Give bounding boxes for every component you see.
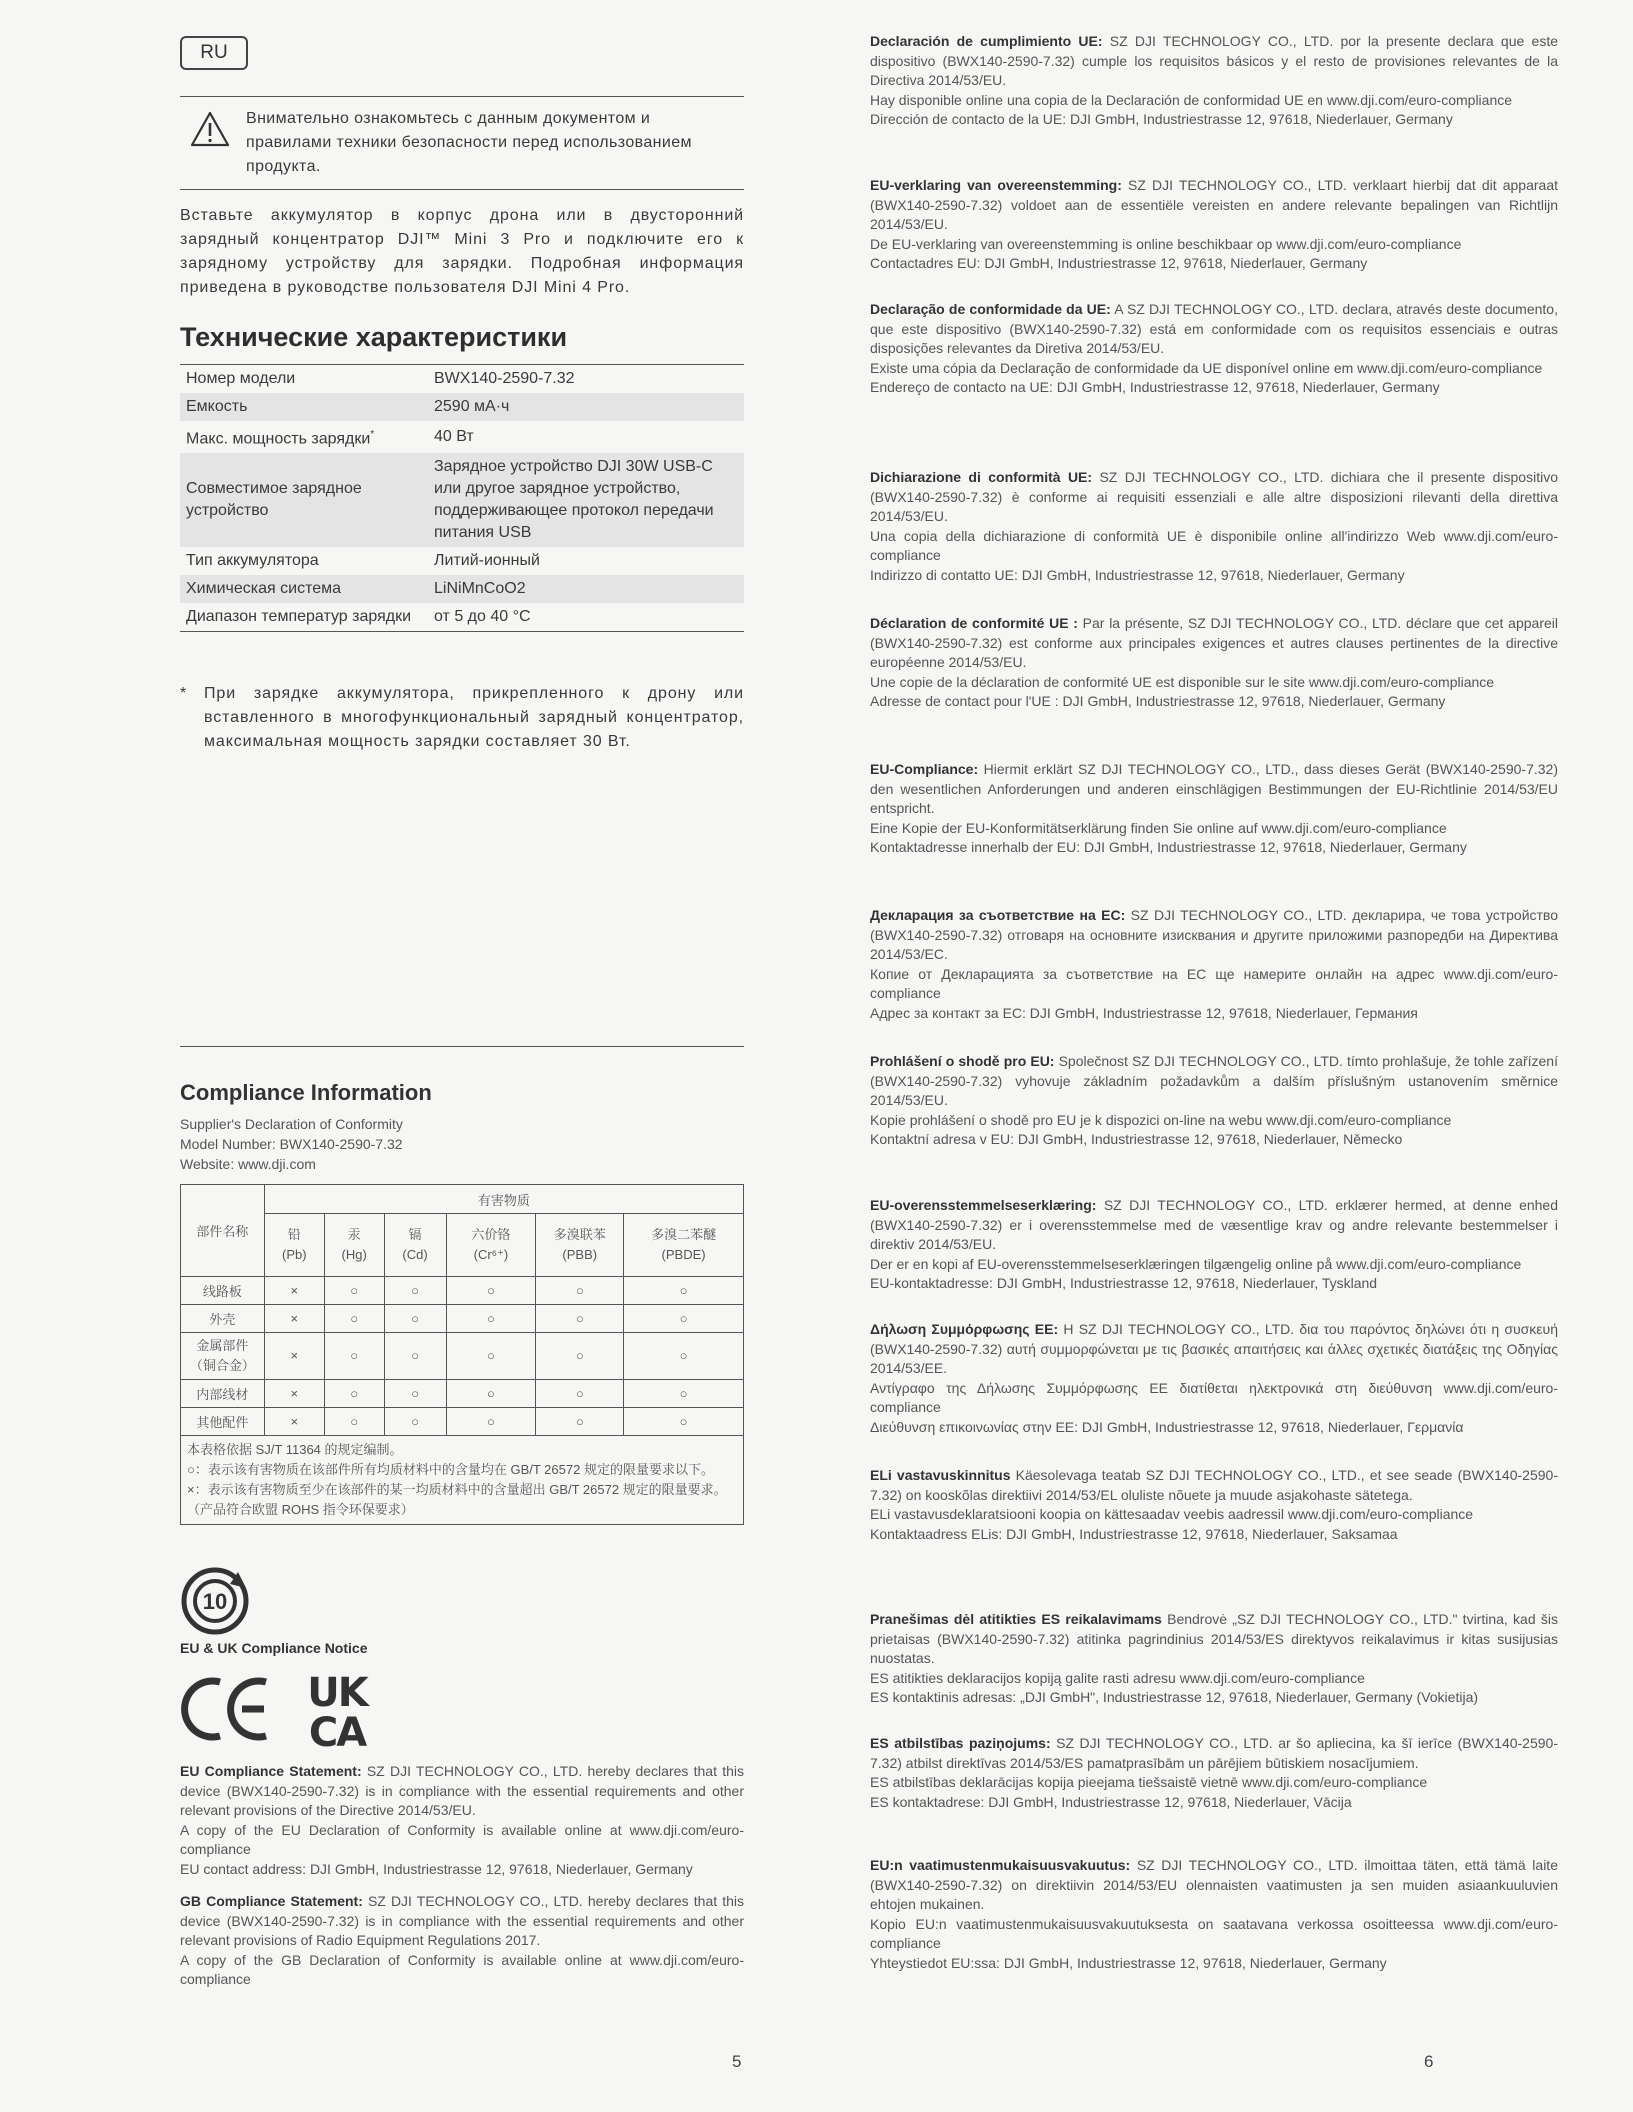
declaration-text: SZ DJI TECHNOLOGY CO., LTD. ar šo apliecina, ka šī ierīce (BWX140-2590-7.32) atbilst direktīvas 2014/53/ES pamatprasībām un pārējiem būtiskiem nosacījumiem. <box>870 1735 1558 1771</box>
spec-key <box>180 547 428 575</box>
intro-text: Вставьте аккумулятор в корпус дрона или в двусторонний зарядный концентратор DJI™ Mini 3 Pro и подключите его к зарядному устройству для зарядки. Подробная информация приведена в руководстве пользователя DJI Mini 4 Pro. <box>180 207 744 296</box>
declaration-line: Αντίγραφο της Δήλωσης Συμμόρφωσης ΕΕ διατίθεται ηλεκτρονικά στη διεύθυνση www.dji.com/euro-compliance <box>870 1379 1558 1415</box>
ukca-mark-icon <box>296 1672 378 1748</box>
rohs-mark: ○ <box>624 1408 744 1436</box>
rohs-mark: ○ <box>384 1305 446 1333</box>
left-page <box>0 0 816 2112</box>
spec-key <box>180 421 428 453</box>
declaration-block <box>870 32 1558 130</box>
gb-statement-label: GB Compliance Statement: <box>180 1893 363 1909</box>
eu-statement-text: SZ DJI TECHNOLOGY CO., LTD. hereby declares that this device (BWX140-2590-7.32) is in compliance with the essential requirements and other relevant provisions of the Directive 2014/53/EU. <box>180 1763 744 1818</box>
declaration-statement <box>870 300 1558 359</box>
rohs-row <box>181 1333 744 1380</box>
declaration-text: Společnost SZ DJI TECHNOLOGY CO., LTD. tímto prohlašuje, že tohle zařízení (BWX140-2590-7.32) vyhovuje základním požadavkům a dalším příslušným ustanovením směrnice 2014/53/EU. <box>870 1053 1558 1108</box>
declaration-statement <box>870 760 1558 819</box>
rohs-part: 金属部件 （铜合金） <box>181 1333 265 1380</box>
declaration-text: Käesolevaga teatab SZ DJI TECHNOLOGY CO., LTD., et see seade (BWX140-2590-7.32) on kooskõlas direktiivi 2014/53/EL oluliste nõuete ja muude asjakohaste sätetega. <box>870 1467 1558 1503</box>
rohs-substance-header: 六价铬 (Cr⁶⁺) <box>446 1214 536 1277</box>
declaration-statement <box>870 468 1558 527</box>
rohs-mark: ○ <box>324 1380 384 1408</box>
spec-key-text: Диапазон температур зарядки <box>186 608 412 626</box>
rohs-part-header: 部件名称 <box>181 1185 265 1277</box>
declaration-label: EU-Compliance: <box>870 761 979 777</box>
page-number: 5 <box>732 2052 742 2071</box>
declaration-statement <box>870 614 1558 673</box>
gb-statement-text: SZ DJI TECHNOLOGY CO., LTD. hereby declares that this device (BWX140-2590-7.32) is in compliance with the essential requirements and other relevant provisions of Radio Equipment Regulations 2017. <box>180 1893 744 1948</box>
rohs-row <box>181 1305 744 1333</box>
spec-title: Технические характеристики <box>180 322 568 352</box>
declaration-line: Una copia della dichiarazione di conformità UE è disponibile online all'indirizzo Web www.dji.com/euro-compliance <box>870 527 1558 563</box>
declaration-line: ES kontaktinis adresas: „DJI GmbH", Industriestrasse 12, 97618, Niederlauer, Germany (Vokietija) <box>870 1689 1479 1705</box>
declaration-text: SZ DJI TECHNOLOGY CO., LTD. декларира, че това устройство (BWX140-2590-7.32) отговаря на основните изисквания и другите приложими разпоредби на Директива 2014/53/ЕС. <box>870 907 1558 962</box>
declaration-line: Kontaktní adresa v EU: DJI GmbH, Industriestrasse 12, 97618, Niederlauer, Německo <box>870 1131 1403 1147</box>
declaration-line: Hay disponible online una copia de la Declaración de conformidad UE en www.dji.com/euro-compliance <box>870 91 1513 108</box>
spec-key <box>180 453 428 547</box>
eu-statement-label: EU Compliance Statement: <box>180 1763 362 1779</box>
rohs-mark: ○ <box>624 1380 744 1408</box>
gb-copy: A copy of the GB Declaration of Conformity is available online at www.dji.com/euro-compliance <box>180 1951 744 1987</box>
rohs-row <box>181 1380 744 1408</box>
compliance-line: Model Number: BWX140-2590-7.32 <box>180 1136 403 1152</box>
declaration-label: Prohlášení o shodě pro EU: <box>870 1053 1055 1069</box>
spec-footnote <box>180 682 744 754</box>
spec-value: Литий-ионный <box>434 552 540 570</box>
spec-key-text: Номер модели <box>186 370 296 387</box>
declaration-label: Pranešimas dėl atitikties ES reikalavimams <box>870 1611 1162 1627</box>
declaration-label: Δήλωση Συμμόρφωσης ΕΕ: <box>870 1321 1059 1337</box>
rohs-mark: ○ <box>536 1380 624 1408</box>
declaration-statement <box>870 1196 1558 1255</box>
declaration-block <box>870 1052 1558 1150</box>
warning-icon <box>190 111 230 147</box>
rohs-mark: × <box>264 1380 324 1408</box>
declaration-line: Der er en kopi af EU-overensstemmelseserklæringen tilgængelig online på www.dji.com/euro-compliance <box>870 1255 1522 1272</box>
rohs-mark: × <box>264 1305 324 1333</box>
rohs-mark: ○ <box>624 1277 744 1305</box>
spec-key-text: Емкость <box>186 398 248 415</box>
declaration-line: Indirizzo di contatto UE: DJI GmbH, Industriestrasse 12, 97618, Niederlauer, Germany <box>870 566 1405 583</box>
compliance-line: Website: www.dji.com <box>180 1156 316 1172</box>
rohs-mark: ○ <box>536 1305 624 1333</box>
rohs-notes <box>181 1436 744 1525</box>
rohs-table <box>180 1184 744 1525</box>
declaration-block <box>870 468 1558 585</box>
spec-value: BWX140-2590-7.32 <box>434 370 575 387</box>
compliance-line: Supplier's Declaration of Conformity <box>180 1116 403 1132</box>
spec-value: 2590 мА·ч <box>428 393 744 421</box>
declaration-block <box>870 614 1558 712</box>
spec-value: 40 Вт <box>434 428 474 446</box>
rohs-mark: ○ <box>536 1408 624 1436</box>
rohs-substance-header: 汞 (Hg) <box>324 1214 384 1277</box>
rohs-mark: ○ <box>446 1408 536 1436</box>
rohs-mark: × <box>264 1408 324 1436</box>
right-page <box>816 0 1633 2112</box>
declaration-line: ES atbilstības deklarācijas kopija pieejama tiešsaistē vietnē www.dji.com/euro-compliance <box>870 1774 1428 1790</box>
declaration-label: ES atbilstības paziņojums: <box>870 1735 1051 1751</box>
ce-mark-icon <box>180 1674 272 1744</box>
declaration-block <box>870 176 1558 274</box>
declaration-statement <box>870 32 1558 91</box>
declaration-block <box>870 1734 1558 1812</box>
declaration-line: Adresse de contact pour l'UE : DJI GmbH, Industriestrasse 12, 97618, Niederlauer, Germany <box>870 693 1446 709</box>
declaration-statement <box>870 1466 1558 1505</box>
rohs-mark: ○ <box>324 1333 384 1380</box>
declaration-block <box>870 1320 1558 1437</box>
rohs-substance-header: 多溴联苯 (PBB) <box>536 1214 624 1277</box>
declaration-line: Копие от Декларацията за съответствие на ЕС ще намерите онлайн на адрес www.dji.com/euro-compliance <box>870 965 1558 1001</box>
declaration-line: De EU-verklaring van overeenstemming is online beschikbaar op www.dji.com/euro-compliance <box>870 235 1462 252</box>
rohs-mark: ○ <box>324 1305 384 1333</box>
spec-row <box>180 603 744 632</box>
rohs-notes-row <box>181 1436 744 1525</box>
rohs-note: ○：表示该有害物质在该部件所有均质材料中的含量均在 GB/T 26572 规定的限量要求以下。 <box>187 1462 714 1477</box>
compliance-lines <box>180 1114 403 1174</box>
declaration-statement <box>870 1856 1558 1915</box>
declaration-line: Kopie prohlášení o shodě pro EU je k dispozici on-line na webu www.dji.com/euro-compliance <box>870 1111 1452 1128</box>
declaration-label: Declaración de cumplimiento UE: <box>870 33 1103 49</box>
spec-table <box>180 364 744 632</box>
gb-statement <box>180 1892 744 1990</box>
rohs-part: 其他配件 <box>181 1408 265 1436</box>
declaration-block <box>870 1856 1558 1973</box>
declaration-block <box>870 1196 1558 1294</box>
rohs-substance-header: 多溴二苯醚 (PBDE) <box>624 1214 744 1277</box>
rohs-mark: ○ <box>446 1380 536 1408</box>
declaration-label: Déclaration de conformité UE : <box>870 615 1078 631</box>
rohs-mark: ○ <box>324 1277 384 1305</box>
warning-box <box>180 96 744 190</box>
page-number: 6 <box>1424 2052 1434 2071</box>
ukca-top: UK <box>307 1672 367 1716</box>
declaration-statement <box>870 1052 1558 1111</box>
declaration-line: Endereço de contacto na UE: DJI GmbH, Industriestrasse 12, 97618, Niederlauer, Germany <box>870 379 1440 395</box>
rohs-mark: ○ <box>446 1333 536 1380</box>
rohs-mark: ○ <box>624 1333 744 1380</box>
declaration-line: Yhteystiedot EU:ssa: DJI GmbH, Industriestrasse 12, 97618, Niederlauer, Germany <box>870 1954 1387 1971</box>
declaration-text: SZ DJI TECHNOLOGY CO., LTD. verklaart hierbij dat dit apparaat (BWX140-2590-7.32) voldoet aan de essentiële vereisten en andere relevante bepalingen van Richtlijn 2014/53/EU. <box>870 177 1558 232</box>
rohs-row <box>181 1408 744 1436</box>
spec-row <box>180 393 744 421</box>
notice-title: EU & UK Compliance Notice <box>180 1640 368 1656</box>
declaration-text: Η SZ DJI TECHNOLOGY CO., LTD. δια του παρόντος δηλώνει ότι η συσκευή (BWX140-2590-7.32) αυτή συμμορφώνεται με τις βασικές απαιτήσεις και άλλες σχετικές διατάξεις της Οδηγίας 2014/53/ΕΕ. <box>870 1321 1558 1376</box>
declaration-line: Адрес за контакт за ЕС: DJI GmbH, Industriestrasse 12, 97618, Niederlauer, Германия <box>870 1004 1418 1021</box>
compliance-title: Compliance Information <box>180 1080 432 1105</box>
declaration-text: Hiermit erklärt SZ DJI TECHNOLOGY CO., LTD., dass dieses Gerät (BWX140-2590-7.32) den wesentlichen Anforderungen und anderen einschlägigen Bestimmungen der EU-Richtlinie 2014/53/EU entspricht. <box>870 761 1558 816</box>
declaration-label: Декларация за съответствие на ЕС: <box>870 907 1126 923</box>
declaration-text: SZ DJI TECHNOLOGY CO., LTD. por la presente declara que este dispositivo (BWX140-2590-7.32) cumple los requisitos básicos y el resto de provisiones relevantes de la Directiva 2014/53/EU. <box>870 33 1558 88</box>
declaration-text: SZ DJI TECHNOLOGY CO., LTD. ilmoittaa täten, että tämä laite (BWX140-2590-7.32) on direktiivin 2014/53/EU olennaisten vaatimusten ja sen muiden asiaankuuluvien ehtojen mukainen. <box>870 1857 1558 1912</box>
declaration-line: Kontaktadresse innerhalb der EU: DJI GmbH, Industriestrasse 12, 97618, Niederlauer, Germany <box>870 839 1467 855</box>
declaration-line: ELi vastavusdeklaratsiooni koopia on kättesaadav veebis aadressil www.dji.com/euro-compliance <box>870 1506 1474 1522</box>
spec-key <box>180 603 428 632</box>
rohs-note: 本表格依据 SJ/T 11364 的规定编制。 <box>187 1442 403 1457</box>
declaration-label: EU:n vaatimustenmukaisuusvakuutus: <box>870 1857 1131 1873</box>
spec-key-text: Химическая система <box>186 580 342 598</box>
rohs-mark: ○ <box>624 1305 744 1333</box>
rohs-mark: ○ <box>324 1408 384 1436</box>
rohs-part: 内部线材 <box>181 1380 265 1408</box>
declaration-statement <box>870 1610 1558 1669</box>
declaration-label: EU-overensstemmelseserklæring: <box>870 1197 1097 1213</box>
spec-key <box>180 575 428 603</box>
spec-footnote-mark: * <box>370 429 375 440</box>
spec-key <box>180 393 428 421</box>
declaration-label: Dichiarazione di conformità UE: <box>870 469 1093 485</box>
eu-contact: EU contact address: DJI GmbH, Industriestrasse 12, 97618, Niederlauer, Germany <box>180 1860 693 1877</box>
rohs-mark: × <box>264 1333 324 1380</box>
spec-row <box>180 421 744 453</box>
declaration-line: Dirección de contacto de la UE: DJI GmbH, Industriestrasse 12, 97618, Niederlauer, Germany <box>870 111 1453 127</box>
eu-statement <box>180 1762 744 1879</box>
declaration-block <box>870 1610 1558 1708</box>
declaration-line: Διεύθυνση επικοινωνίας στην ΕΕ: DJI GmbH, Industriestrasse 12, 97618, Niederlauer, Γερμανία <box>870 1418 1464 1435</box>
declaration-line: Kopio EU:n vaatimustenmukaisuusvakuutuksesta on saatavana verkossa osoitteessa www.dji.com/euro-compliance <box>870 1915 1558 1951</box>
spec-value: Зарядное устройство DJI 30W USB-C или другое зарядное устройство, поддерживающее протокол передачи питания USB <box>428 453 744 547</box>
declaration-statement <box>870 176 1558 235</box>
rohs-part: 外壳 <box>181 1305 265 1333</box>
declaration-line: ES kontaktadrese: DJI GmbH, Industriestrasse 12, 97618, Niederlauer, Vācija <box>870 1793 1352 1810</box>
rohs-substance-header: 镉 (Cd) <box>384 1214 446 1277</box>
footnote-text: При зарядке аккумулятора, прикрепленного к дрону или вставленного в многофункциональный зарядный концентратор, максимальная мощность зарядки составляет 30 Вт. <box>204 685 744 750</box>
spec-key-text: Тип аккумулятора <box>186 552 319 570</box>
rohs-group-header: 有害物质 <box>264 1185 743 1214</box>
ce-label: CE <box>180 1674 182 1675</box>
declaration-line: ES atitikties deklaracijos kopiją galite rasti adresu www.dji.com/euro-compliance <box>870 1669 1365 1686</box>
declaration-text: Bendrovė „SZ DJI TECHNOLOGY CO., LTD." tvirtina, kad šis prietaisas (BWX140-2590-7.32) atitinka pagrindinius 2014/53/ES direktyvos reikalavimus ir kitas susijusias nuostatas. <box>870 1611 1558 1666</box>
epup-10-icon <box>180 1566 250 1636</box>
rohs-mark: ○ <box>384 1333 446 1380</box>
declaration-text: SZ DJI TECHNOLOGY CO., LTD. erklærer hermed, at denne enhed (BWX140-2590-7.32) er i overensstemmelse med de væsentlige krav og andre relevante bestemmelser i direktiv 2014/53/EU. <box>870 1197 1558 1252</box>
rohs-mark: ○ <box>536 1277 624 1305</box>
declaration-block <box>870 1466 1558 1544</box>
rohs-mark: ○ <box>384 1408 446 1436</box>
declaration-line: EU-kontaktadresse: DJI GmbH, Industriestrasse 12, 97618, Niederlauer, Tyskland <box>870 1275 1378 1291</box>
section-divider <box>180 1046 744 1047</box>
epup-number: 10 <box>202 1589 228 1614</box>
rohs-mark: ○ <box>384 1380 446 1408</box>
spec-value: от 5 до 40 °C <box>434 608 531 626</box>
rohs-mark: ○ <box>384 1277 446 1305</box>
spec-row <box>180 547 744 575</box>
spec-key-text: Совместимое зарядное устройство <box>186 480 362 520</box>
ukca-bottom: CA <box>308 1710 366 1748</box>
declaration-text: Par la présente, SZ DJI TECHNOLOGY CO., LTD. déclare que cet appareil (BWX140-2590-7.32) est conforme aux principales exigences et autres clauses pertinentes de la directive européenne 2014/53/EU. <box>870 615 1558 670</box>
declaration-label: EU-verklaring van overeenstemming: <box>870 177 1122 193</box>
spec-key <box>180 365 428 394</box>
declaration-label: Declaração de conformidade da UE: <box>870 301 1111 317</box>
rohs-mark: ○ <box>536 1333 624 1380</box>
rohs-mark: × <box>264 1277 324 1305</box>
declaration-label: ELi vastavuskinnitus <box>870 1467 1011 1483</box>
language-badge: RU <box>180 36 248 70</box>
spec-row <box>180 453 744 547</box>
rohs-substance-header: 铅 (Pb) <box>264 1214 324 1277</box>
rohs-row <box>181 1277 744 1305</box>
rohs-part: 线路板 <box>181 1277 265 1305</box>
declaration-block <box>870 906 1558 1023</box>
declaration-line: Contactadres EU: DJI GmbH, Industriestrasse 12, 97618, Niederlauer, Germany <box>870 255 1368 271</box>
declaration-line: Une copie de la déclaration de conformité UE est disponible sur le site www.dji.com/euro-compliance <box>870 673 1495 690</box>
declaration-statement <box>870 1734 1558 1773</box>
spec-value: LiNiMnCoO2 <box>428 575 744 603</box>
spec-row <box>180 365 744 394</box>
spec-row <box>180 575 744 603</box>
rohs-mark: ○ <box>446 1305 536 1333</box>
declaration-statement <box>870 1320 1558 1379</box>
declaration-line: Kontaktaadress ELis: DJI GmbH, Industriestrasse 12, 97618, Niederlauer, Saksamaa <box>870 1525 1398 1542</box>
declaration-text: A SZ DJI TECHNOLOGY CO., LTD. declara, através deste documento, que este dispositivo (BWX140-2590-7.32) está em conformidade com os requisitos essenciais e outras disposições relevantes da Diretiva 2014/53/EU. <box>870 301 1558 356</box>
footnote-mark: * <box>180 685 188 702</box>
rohs-note: ×：表示该有害物质至少在该部件的某一均质材料中的含量超出 GB/T 26572 规定的限量要求。（产品符合欧盟 ROHS 指令环保要求） <box>187 1482 727 1517</box>
declaration-block <box>870 300 1558 398</box>
warning-text: Внимательно ознакомьтесь с данным документом и правилами техники безопасности перед использованием продукта. <box>246 110 692 175</box>
declaration-statement <box>870 906 1558 965</box>
declaration-line: Eine Kopie der EU-Konformitätserklärung finden Sie online auf www.dji.com/euro-compliance <box>870 819 1447 836</box>
declaration-block <box>870 760 1558 858</box>
spec-key-text: Макс. мощность зарядки <box>186 430 371 448</box>
declaration-text: SZ DJI TECHNOLOGY CO., LTD. dichiara che il presente dispositivo (BWX140-2590-7.32) è conforme ai requisiti essenziali e alle altre disposizioni rilevanti della direttiva 2014/53/EU. <box>870 469 1558 524</box>
eu-copy: A copy of the EU Declaration of Conformity is available online at www.dji.com/euro-compliance <box>180 1821 744 1857</box>
rohs-mark: ○ <box>446 1277 536 1305</box>
declaration-line: Existe uma cópia da Declaração de conformidade da UE disponível online em www.dji.com/euro-compliance <box>870 359 1543 376</box>
